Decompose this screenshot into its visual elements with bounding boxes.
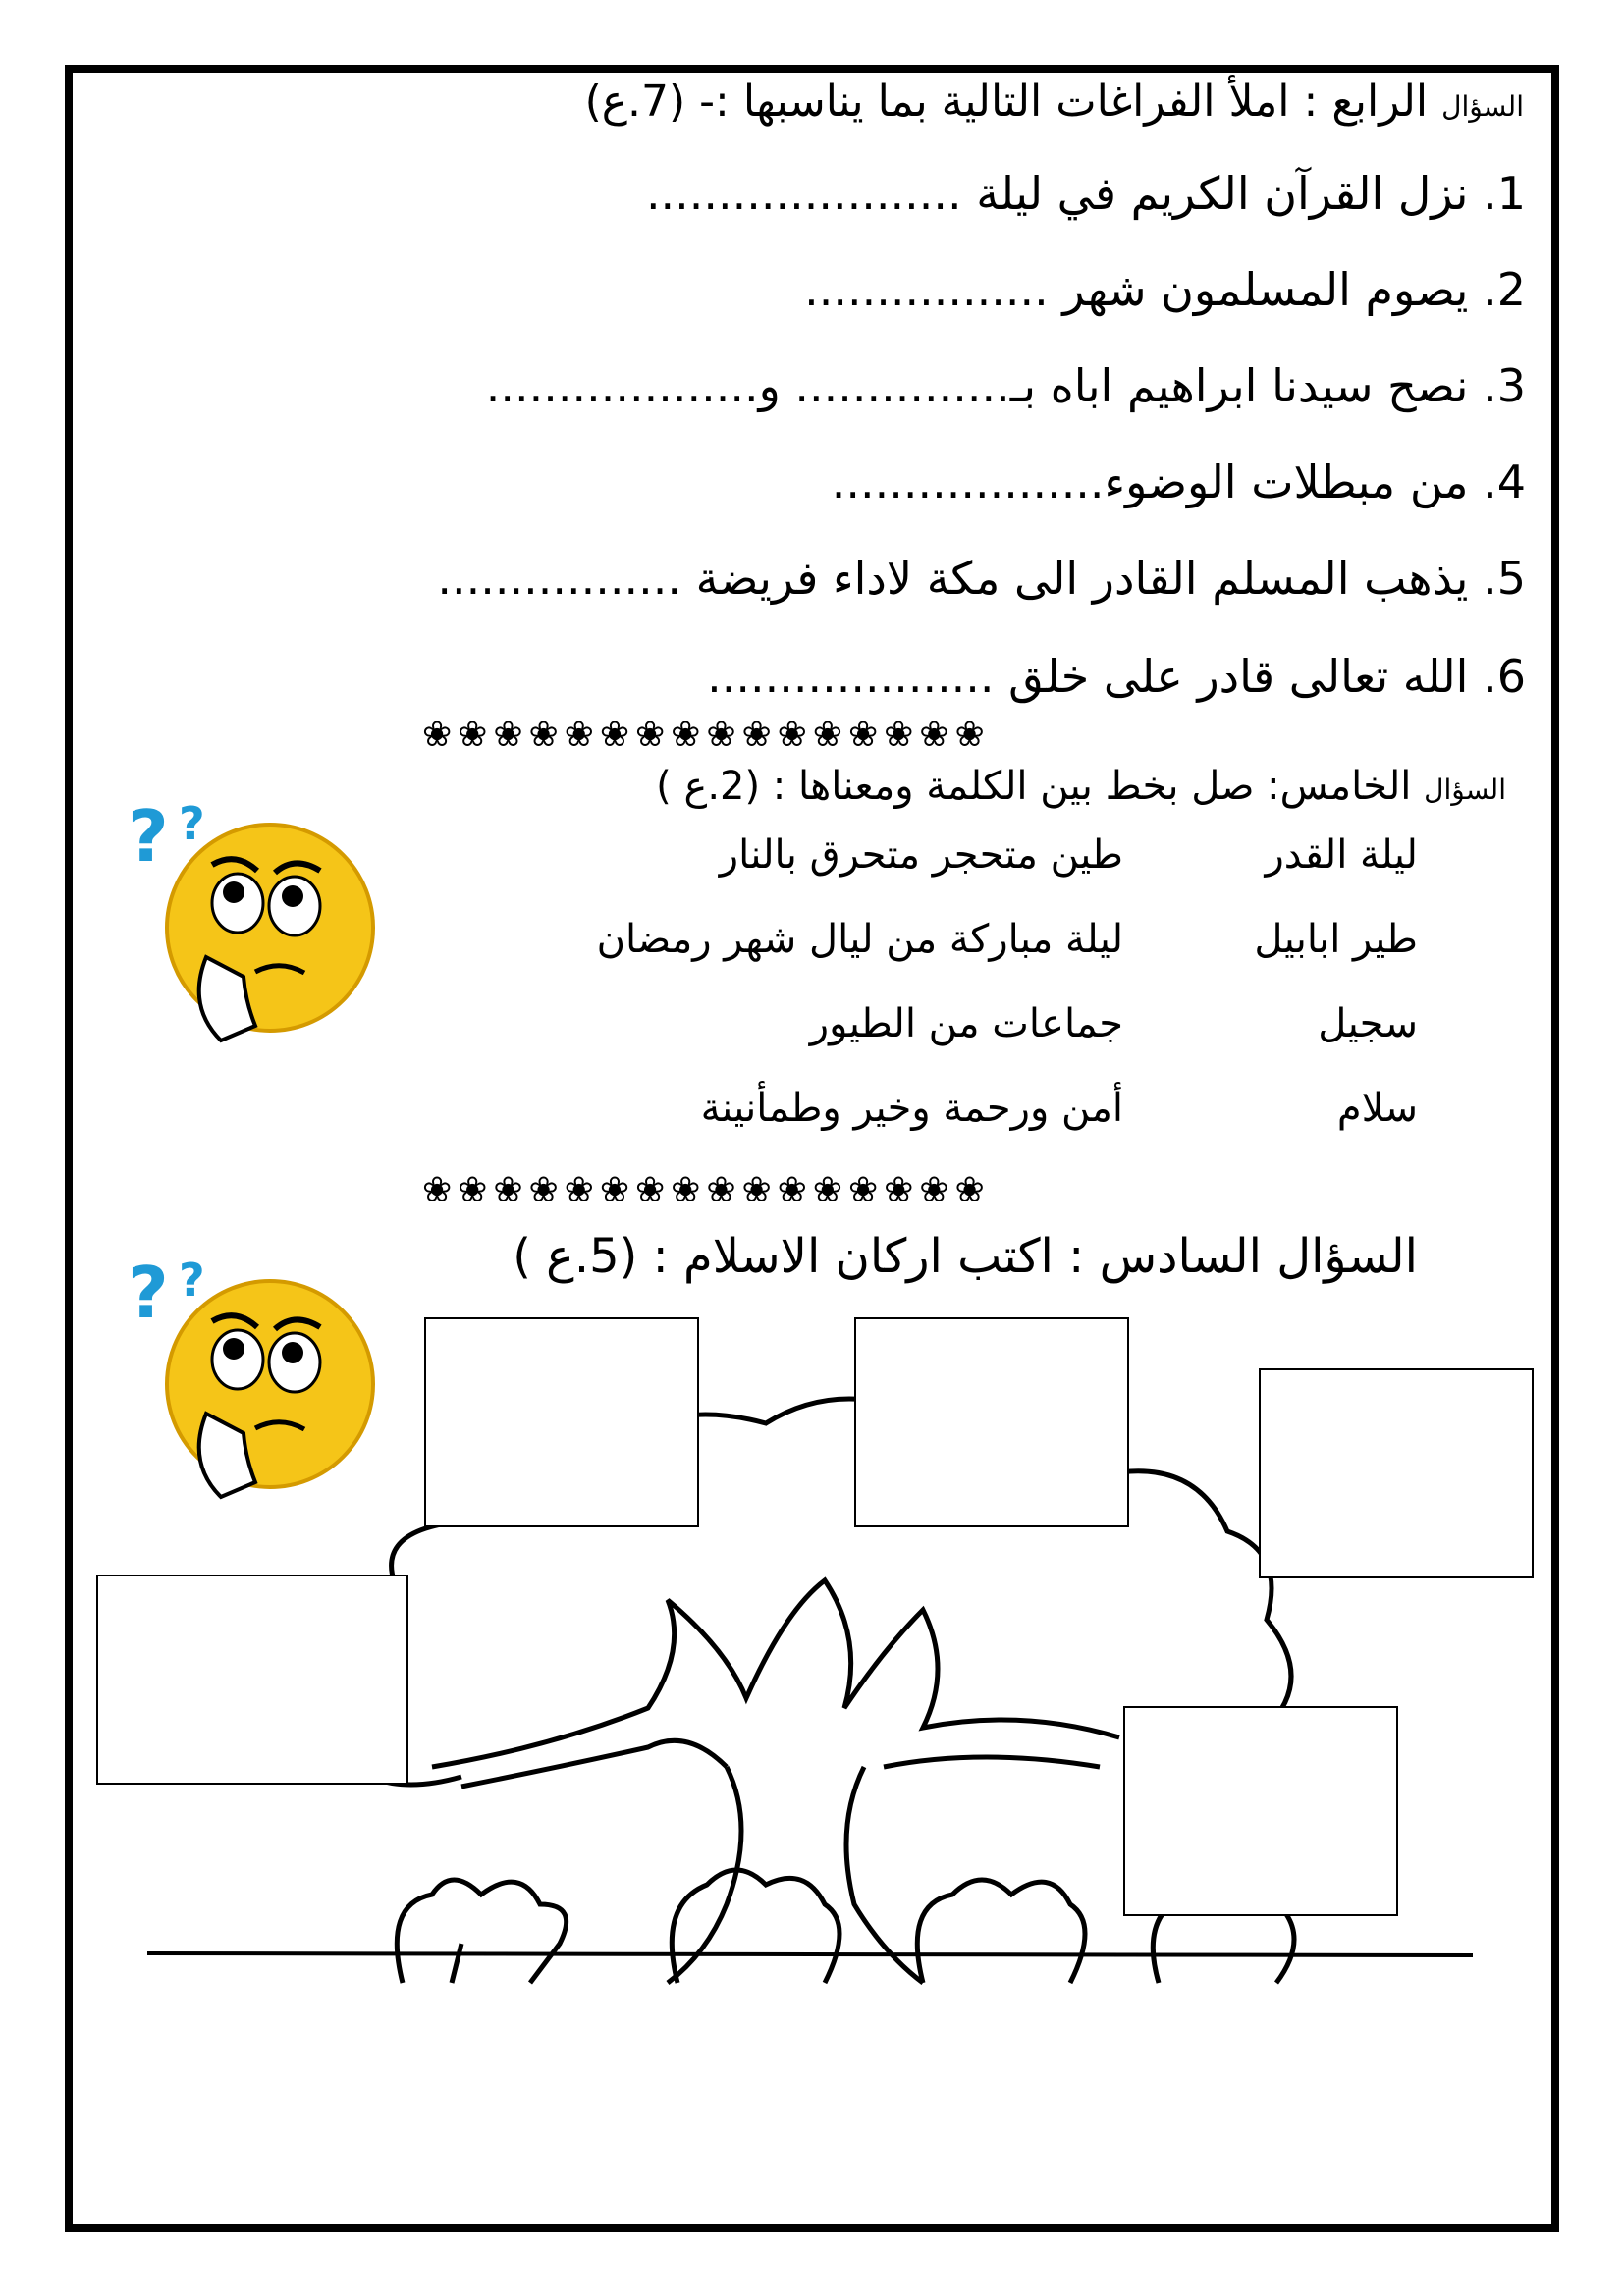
answer-box[interactable] [424,1317,699,1527]
q4-item-5: 5. يذهب المسلم القادر الى مكة لاداء فريضة ................. [437,552,1526,605]
thinking-face-icon [128,790,412,1060]
flower-separator: ❀❀❀❀❀❀❀❀❀❀❀❀❀❀❀❀ [422,1170,991,1210]
svg-text:?: ? [179,1254,205,1307]
svg-text:?: ? [128,795,169,878]
answer-box[interactable] [96,1575,408,1785]
match-meaning: ليلة مباركة من ليال شهر رمضان [596,917,1123,962]
question-5-heading [656,764,1506,809]
answer-box[interactable] [1259,1368,1534,1578]
match-word: ليلة القدر [1265,832,1418,878]
q4-item-1: 1. نزل القرآن الكريم في ليلة ...................... [645,167,1526,220]
q4-item-3: 3. نصح سيدنا ابراهيم اباه بـ............... و................... [485,359,1526,412]
question-5-title: الخامس: صل بخط بين الكلمة ومعناها : (2.ع ) [656,764,1412,809]
match-meaning: طين متحجر متحرق بالنار [719,832,1123,878]
answer-box[interactable] [854,1317,1129,1527]
svg-text:?: ? [179,797,205,850]
question-4-heading [585,77,1524,127]
q4-item-4: 4. من مبطلات الوضوء................... [831,455,1526,508]
match-word: سجيل [1318,1001,1418,1046]
q4-item-6: 6. الله تعالى قادر على خلق .................... [707,650,1526,703]
q4-item-2: 2. يصوم المسلمون شهر ................. [804,263,1526,316]
match-meaning: أمن ورحمة وخير وطمأنينة [700,1086,1123,1131]
question-4-title: الرابع : املأ الفراغات التالية بما يناسبها :- (7.ع) [584,77,1429,127]
match-word: سلام [1336,1086,1418,1131]
answer-box[interactable] [1123,1706,1398,1916]
question-4-prefix: السؤال [1441,90,1524,123]
match-meaning: جماعات من الطيور [809,1001,1123,1046]
svg-text:?: ? [128,1252,169,1334]
flower-separator: ❀❀❀❀❀❀❀❀❀❀❀❀❀❀❀❀ [422,715,991,755]
question-5-prefix: السؤال [1424,774,1506,806]
match-word: طير ابابيل [1254,917,1418,962]
question-6-heading: السؤال السادس : اكتب اركان الاسلام : (5.ع ) [513,1229,1418,1284]
